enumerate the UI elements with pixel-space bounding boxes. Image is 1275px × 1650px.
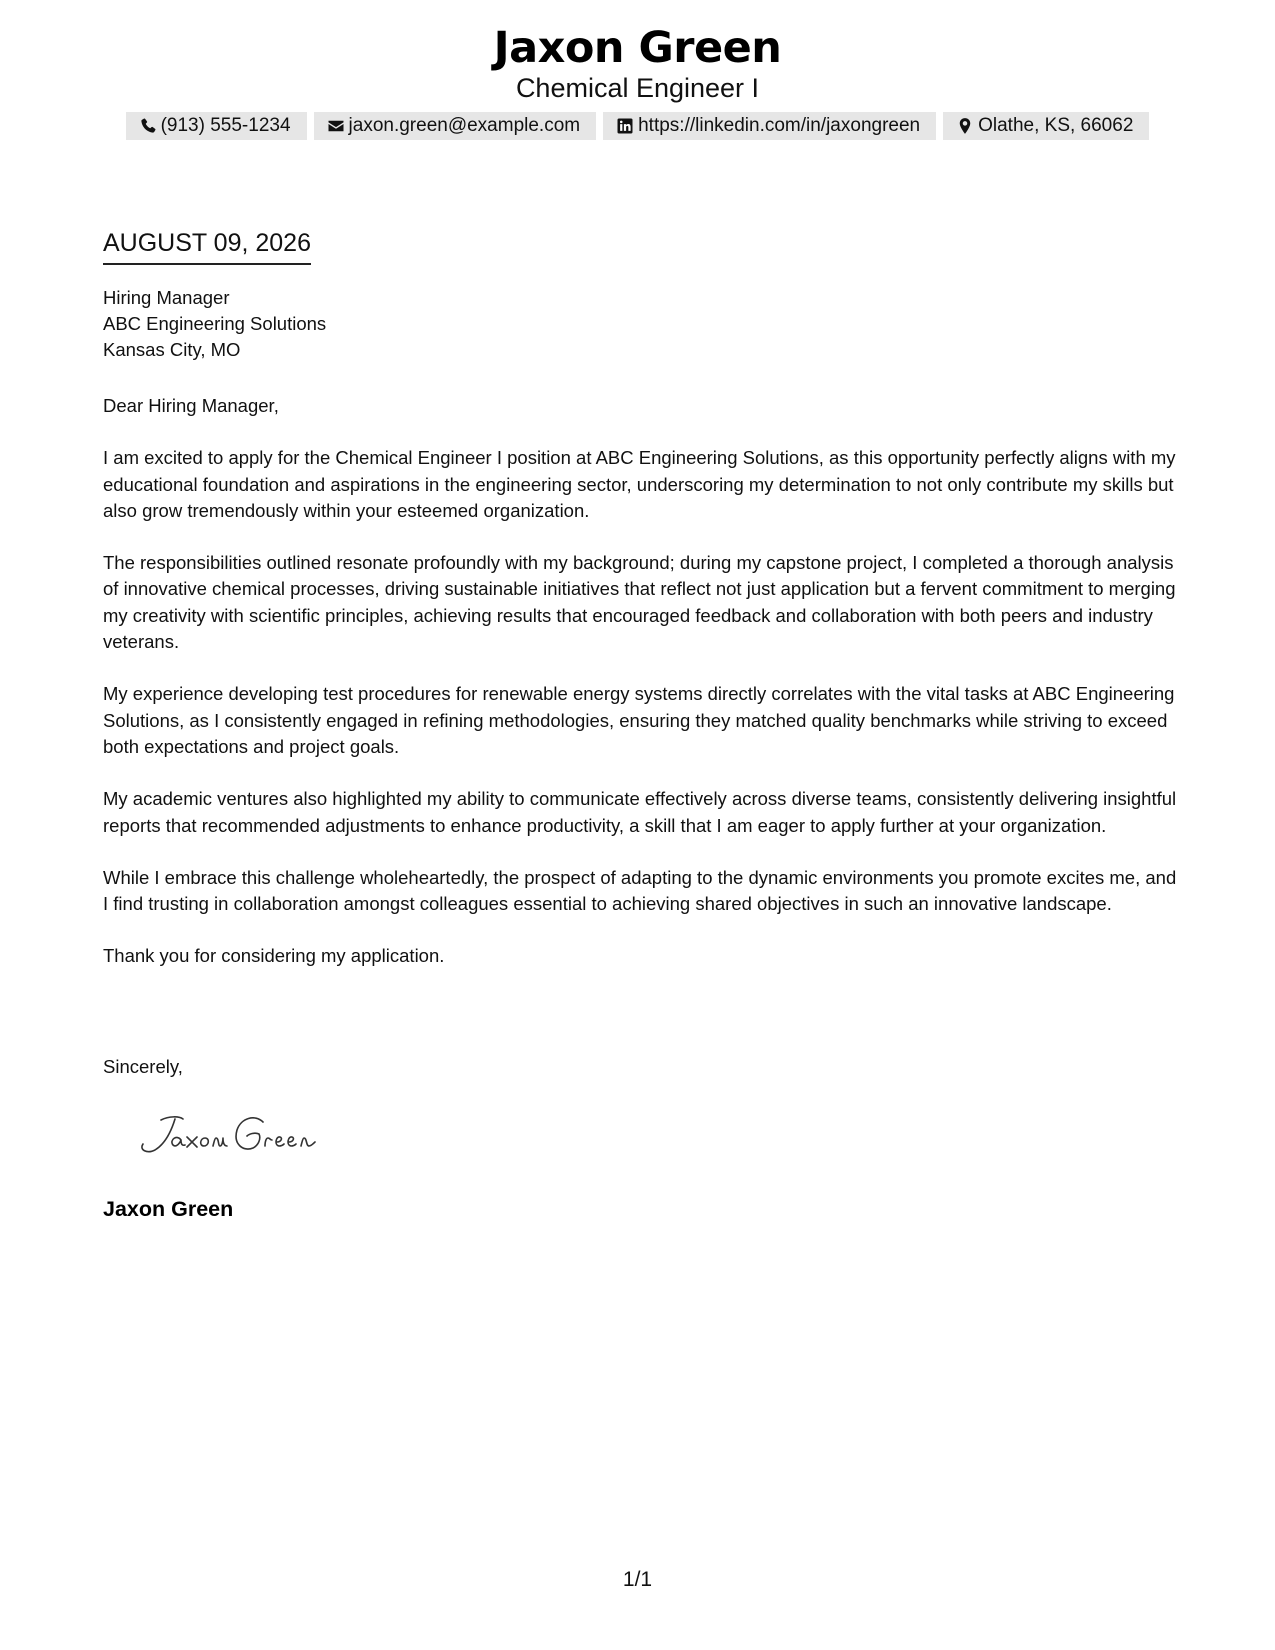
contact-email [314, 112, 597, 140]
letter-text [103, 393, 1185, 996]
contact-location-text: Olathe, KS, 66062 [978, 115, 1134, 136]
recipient-block [103, 285, 326, 363]
map-pin-icon [955, 116, 975, 136]
letter-date: AUGUST 09, 2026 [103, 225, 311, 265]
recipient-line: Hiring Manager [103, 287, 230, 308]
salutation: Dear Hiring Manager, [103, 395, 279, 416]
signer-name: Jaxon Green [103, 1197, 234, 1221]
letter-header [0, 22, 1275, 140]
contact-linkedin-text: https://linkedin.com/in/jaxongreen [638, 115, 921, 136]
phone-icon [138, 116, 158, 136]
applicant-name: Jaxon Green [493, 23, 782, 73]
page-indicator: 1/1 [622, 1568, 653, 1591]
contact-phone [126, 112, 307, 140]
paragraph: Thank you for considering my application. [103, 945, 445, 967]
paragraph: My experience developing test procedures for renewable energy systems directly correlates with the vital tasks at ABC Engineering Solutions, as I consistently engaged in refining methodologies, ensuring they matched quality benchmarks while striving to exceed both expectations and project goals. [103, 683, 1175, 757]
paragraph: While I embrace this challenge wholeheartedly, the prospect of adapting to the dynamic environments you promote excites me, and I find trusting in collaboration amongst colleagues essential to achieving shared objectives in such an innovative landscape. [103, 866, 1177, 915]
paragraph: I am excited to apply for the Chemical Engineer I position at ABC Engineering Solutions, as this opportunity perfectly aligns with my educational foundation and aspirations in the engineering sector, underscoring my determination to not only contribute my skills but also grow tremendously within your esteemed organization. [103, 447, 1176, 521]
recipient-line: ABC Engineering Solutions [103, 313, 327, 334]
applicant-job-title: Chemical Engineer I [515, 73, 760, 103]
contact-bar [0, 112, 1275, 140]
signature-image [131, 1110, 341, 1160]
contact-location [943, 112, 1149, 140]
closing: Sincerely, [103, 1056, 183, 1077]
contact-email-text: jaxon.green@example.com [348, 115, 581, 136]
paragraph: The responsibilities outlined resonate profoundly with my background; during my capstone project, I completed a thorough analysis of innovative chemical processes, driving sustainable initiatives that reflect not just application but a fervent commitment to merging my creativity with scientific principles, achieving results that encouraged feedback and collaboration with both peers and industry veterans. [103, 552, 1176, 653]
recipient-line: Kansas City, MO [103, 339, 241, 360]
contact-linkedin [603, 112, 936, 140]
envelope-icon [326, 116, 346, 136]
contact-phone-text: (913) 555-1234 [160, 115, 291, 136]
paragraph: My academic ventures also highlighted my ability to communicate effectively across diverse teams, consistently delivering insightful reports that recommended adjustments to enhance productivity, a skill that I am eager to apply further at your organization. [103, 788, 1177, 836]
linkedin-icon [615, 116, 635, 136]
